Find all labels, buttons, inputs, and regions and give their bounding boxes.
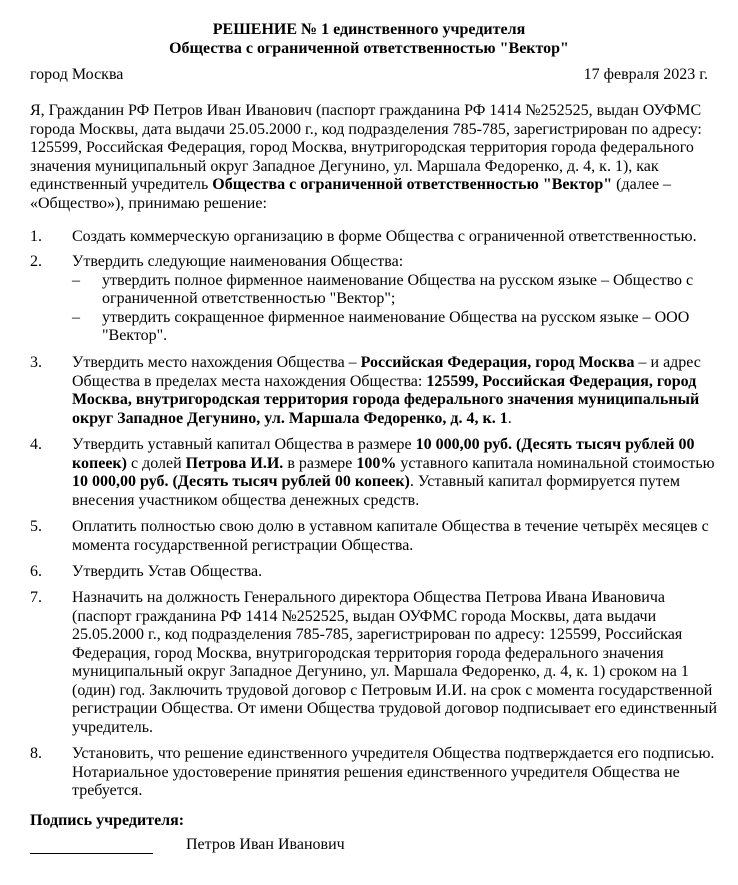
intro-company-name: Общества с ограниченной ответственностью "Вектор" bbox=[212, 176, 613, 193]
text-bold-owner: Петрова И.И. bbox=[185, 454, 284, 472]
item-text bbox=[72, 436, 720, 510]
text-part: уставного капитала номинальной стоимостью bbox=[396, 454, 715, 472]
resolution-item-8 bbox=[30, 745, 720, 801]
item-number: 8. bbox=[30, 745, 42, 762]
intro-paragraph bbox=[30, 102, 720, 213]
intro-text-c: (далее – «Общество»), принимаю решение: bbox=[30, 176, 672, 212]
sub-item-full-name bbox=[72, 272, 720, 309]
text-part: . Уставный капитал формируется путем внесения участником общества денежных средств. bbox=[72, 473, 680, 509]
signature-line bbox=[30, 853, 153, 854]
item-text: Оплатить полностью свою долю в уставном капитале Общества в течение четырёх месяцев с момента государственной регистрации Общества. bbox=[72, 518, 709, 554]
text-bold-address: 125599, Российская Федерация, город Москва, внутригородская территория города федерального значения муниципальный округ Западное Дегунино, ул. Маршала Федоренко, д. 4, к. 1 bbox=[72, 372, 700, 427]
resolution-item-5 bbox=[30, 518, 720, 555]
item-number: 4. bbox=[30, 436, 42, 453]
item-number: 6. bbox=[30, 563, 42, 580]
item-text: Создать коммерческую организацию в форме Общества с ограниченной ответственностью. bbox=[72, 228, 697, 245]
item-text: Установить, что решение единственного учредителя Общества подтверждается его подписью. Нотариальное удостоверение принятия решения единственного учредителя Общества не требуется. bbox=[72, 745, 715, 799]
title-line-1: РЕШЕНИЕ № 1 единственного учредителя bbox=[212, 21, 526, 38]
item-text bbox=[72, 354, 720, 428]
document-title bbox=[0, 20, 738, 58]
sub-item-text: утвердить сокращенное фирменное наименование Общества на русском языке – ООО "Вектор". bbox=[102, 308, 690, 344]
resolution-item-7 bbox=[30, 589, 720, 737]
text-bold: Российская Федерация, город Москва bbox=[360, 354, 635, 371]
text-part: с долей bbox=[126, 454, 186, 472]
item-text: Назначить на должность Генерального директора Общества Петрова Ивана Ивановича (паспорт гражданина РФ 1414 №252525, выдан ОУФМС города Москвы, дата выдачи 25.05.2000 г., код подразделения 785-785, зарегистрирован по адресу: 125599, Российская Федерация, город Москва, внутригородская территория города федерального значения муниципальный округ Западное Дегунино, ул. Маршала Федоренко, д. 4, к. 1) сроком на 1 (один) год. Заключить трудовой договор с Петровым И.И. на срок с момента государственной регистрации Общества. От имени Общества трудовой договор подписывает его единственный учредитель. bbox=[72, 589, 718, 736]
resolution-item-2 bbox=[30, 253, 720, 346]
sub-item-text: утвердить полное фирменное наименование Общества на русском языке – Общество с ограниченной ответственностью "Вектор"; bbox=[102, 271, 694, 307]
text-bold-capital: 10 000,00 руб. (Десять тысяч рублей 00 копеек) bbox=[72, 436, 695, 472]
text-part: – и адрес Общества в пределах места нахождения Общества: bbox=[72, 354, 701, 390]
signature-label: Подпись учредителя: bbox=[30, 812, 185, 829]
text-bold-nominal: 10 000,00 руб. (Десять тысяч рублей 00 копеек) bbox=[72, 473, 410, 490]
signatory-name: Петров Иван Иванович bbox=[186, 836, 345, 853]
text-part: . bbox=[507, 409, 512, 427]
item-text: Утвердить следующие наименования Общества: bbox=[72, 253, 404, 270]
item-number: 1. bbox=[30, 228, 42, 245]
resolution-item-6 bbox=[30, 563, 720, 582]
item-number: 3. bbox=[30, 354, 42, 371]
dash-bullet: – bbox=[72, 271, 80, 289]
resolution-item-3 bbox=[30, 354, 720, 428]
item-text: Утвердить Устав Общества. bbox=[72, 563, 263, 580]
dash-bullet: – bbox=[72, 308, 80, 326]
sub-item-short-name bbox=[72, 309, 720, 346]
item-number: 5. bbox=[30, 518, 42, 535]
text-bold-share: 100% bbox=[356, 454, 397, 472]
intro-text-a: Я, Гражданин РФ Петров Иван Иванович (паспорт гражданина РФ 1414 №252525, выдан ОУФМС города Москвы, дата выдачи 25.05.2000 г., код подразделения 785-785, зарегистрирован по адресу: 125599, Российская Федерация, город Москва, внутригородская территория города федерального значения муниципальный округ Западное Дегунино, ул. Маршала Федоренко, д. 4, к. 1), как единственный учредитель bbox=[30, 102, 702, 193]
resolution-item-4 bbox=[30, 436, 720, 510]
document-date: 17 февраля 2023 г. bbox=[583, 66, 708, 83]
resolution-item-1 bbox=[30, 228, 720, 247]
item-number: 7. bbox=[30, 589, 42, 606]
text-part: Утвердить уставный капитал Общества в размере bbox=[72, 436, 416, 453]
item-number: 2. bbox=[30, 253, 42, 270]
text-part: в размере bbox=[283, 454, 357, 472]
text-part: Утвердить место нахождения Общества – bbox=[72, 354, 361, 371]
city: город Москва bbox=[30, 66, 124, 83]
title-line-2: Общества с ограниченной ответственностью "Вектор" bbox=[169, 40, 569, 57]
